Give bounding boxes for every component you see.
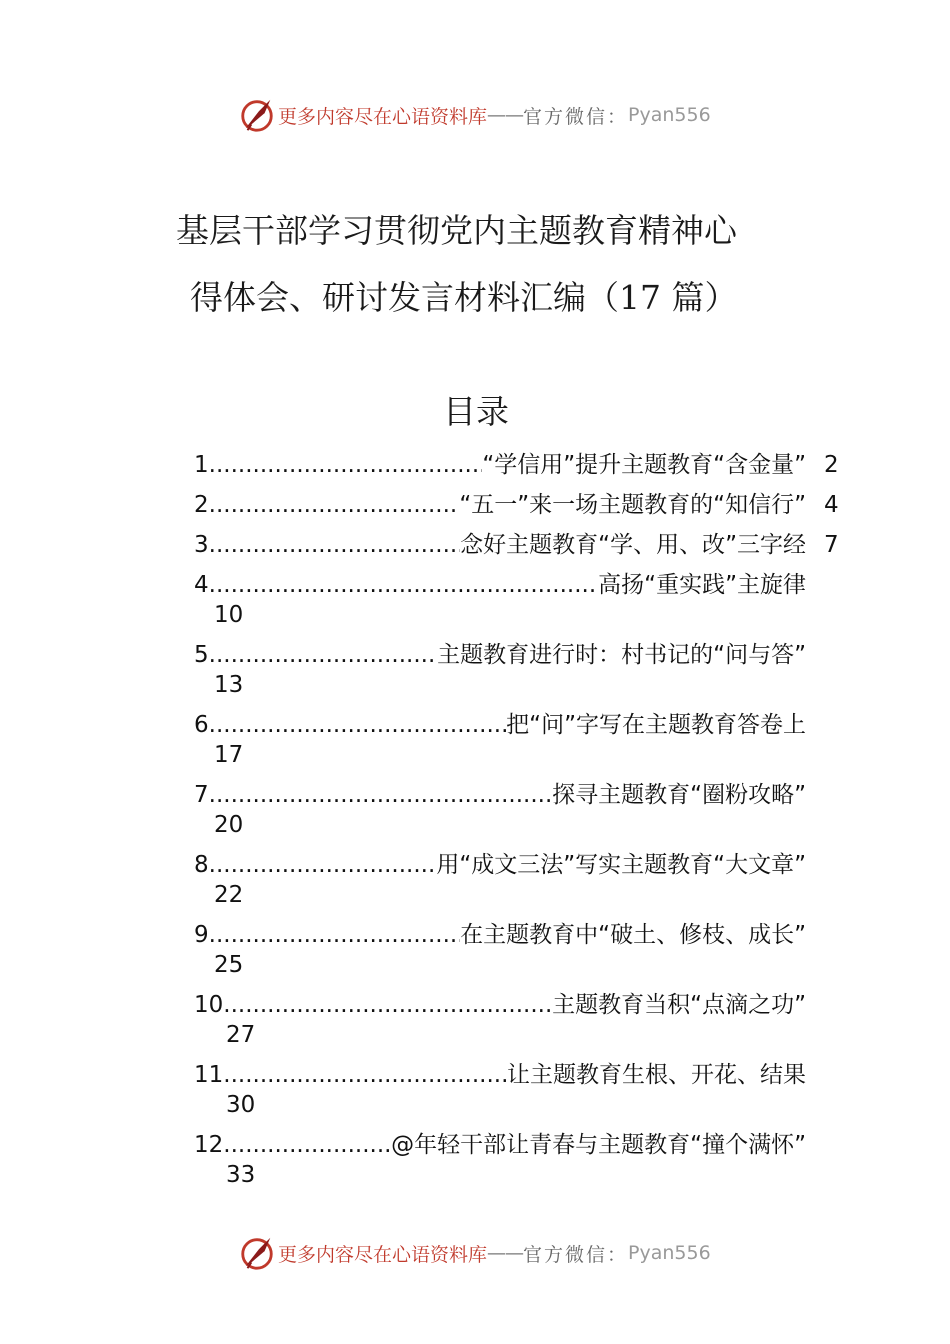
watermark-brand: 更多内容尽在心语资料库 [278, 1243, 488, 1266]
toc-entry-title: @年轻干部让青春与主题教育“撞个满怀” [391, 1132, 806, 1158]
toc-leader-dots [209, 570, 599, 600]
watermark-footer [238, 1233, 711, 1273]
toc-leader-dots [223, 1130, 391, 1160]
toc-entry[interactable] [194, 710, 844, 780]
toc-leader-dots [209, 920, 461, 950]
toc-entry-number: 9 [194, 922, 209, 948]
watermark-dash: —— [487, 1242, 524, 1264]
toc-entry-number: 1 [194, 452, 209, 478]
toc-heading: 目录 [443, 392, 509, 431]
toc-entry[interactable] [194, 640, 844, 710]
watermark-wechat-id: Pyan556 [628, 104, 711, 126]
quill-logo-icon [238, 96, 276, 134]
toc-entry-title: 主题教育当积“点滴之功” [552, 992, 806, 1018]
toc-entry-number: 5 [194, 642, 209, 668]
toc-entry[interactable] [194, 1130, 844, 1200]
toc-entry-number: 11 [194, 1062, 224, 1088]
toc-entry[interactable] [194, 920, 844, 990]
toc-entry-page: 17 [214, 742, 244, 768]
toc-entry-page: 20 [214, 812, 244, 838]
toc-leader-dots [209, 490, 460, 520]
toc-entry-title: 在主题教育中“破土、修枝、成长” [460, 922, 806, 948]
toc-entry[interactable] [194, 850, 844, 920]
toc-entry[interactable] [194, 990, 844, 1060]
toc-leader-dots [209, 850, 437, 880]
toc-entry-title: “学信用”提升主题教育“含金量” [482, 452, 806, 478]
toc-entry-page: 7 [824, 532, 839, 558]
document-title-line2: 得体会、研讨发言材料汇编（17 篇） [190, 278, 738, 317]
watermark-sub: 官方微信： [523, 105, 629, 128]
toc-entry-title: 念好主题教育“学、用、改”三字经 [460, 532, 806, 558]
toc-entry-title: 探寻主题教育“圈粉攻略” [552, 782, 806, 808]
toc-entry-number: 7 [194, 782, 209, 808]
toc-entry-number: 2 [194, 492, 209, 518]
toc-leader-dots [209, 640, 438, 670]
toc-entry-title: 用“成文三法”写实主题教育“大文章” [436, 852, 806, 878]
watermark-brand: 更多内容尽在心语资料库 [278, 105, 488, 128]
watermark-sub: 官方微信： [523, 1243, 629, 1266]
toc-entry-page: 2 [824, 452, 839, 478]
toc-entry-title: 高扬“重实践”主旋律 [598, 572, 806, 598]
toc-entry-title: 主题教育进行时：村书记的“问与答” [437, 642, 806, 668]
toc-entry-page: 33 [226, 1162, 256, 1188]
toc-leader-dots [223, 990, 552, 1020]
toc-entry[interactable] [194, 570, 844, 640]
toc-leader-dots [209, 450, 483, 480]
table-of-contents [194, 450, 844, 1200]
toc-entry-number: 3 [194, 532, 209, 558]
toc-entry[interactable] [194, 530, 844, 570]
toc-entry[interactable] [194, 490, 844, 530]
toc-entry-page: 10 [214, 602, 244, 628]
toc-entry-number: 8 [194, 852, 209, 878]
watermark-dash: —— [487, 104, 524, 126]
toc-leader-dots [209, 710, 507, 740]
toc-entry-page: 22 [214, 882, 244, 908]
toc-entry[interactable] [194, 780, 844, 850]
toc-entry-title: “五一”来一场主题教育的“知信行” [459, 492, 806, 518]
toc-entry-number: 10 [194, 992, 224, 1018]
toc-entry-page: 13 [214, 672, 244, 698]
toc-entry-page: 27 [226, 1022, 256, 1048]
toc-entry-title: 把“问”字写在主题教育答卷上 [506, 712, 806, 738]
document-title-line1: 基层干部学习贯彻党内主题教育精神心 [176, 211, 737, 250]
toc-entry-number: 12 [194, 1132, 224, 1158]
toc-entry-number: 4 [194, 572, 209, 598]
toc-leader-dots [223, 1060, 507, 1090]
quill-logo-icon [238, 1234, 276, 1272]
toc-entry-page: 25 [214, 952, 244, 978]
toc-entry[interactable] [194, 1060, 844, 1130]
toc-entry[interactable] [194, 450, 844, 490]
toc-entry-title: 让主题教育生根、开花、结果 [507, 1062, 806, 1088]
toc-leader-dots [209, 530, 461, 560]
watermark-header [238, 95, 711, 135]
toc-entry-page: 4 [824, 492, 839, 518]
toc-entry-page: 30 [226, 1092, 256, 1118]
watermark-wechat-id: Pyan556 [628, 1242, 711, 1264]
toc-leader-dots [209, 780, 553, 810]
toc-entry-number: 6 [194, 712, 209, 738]
